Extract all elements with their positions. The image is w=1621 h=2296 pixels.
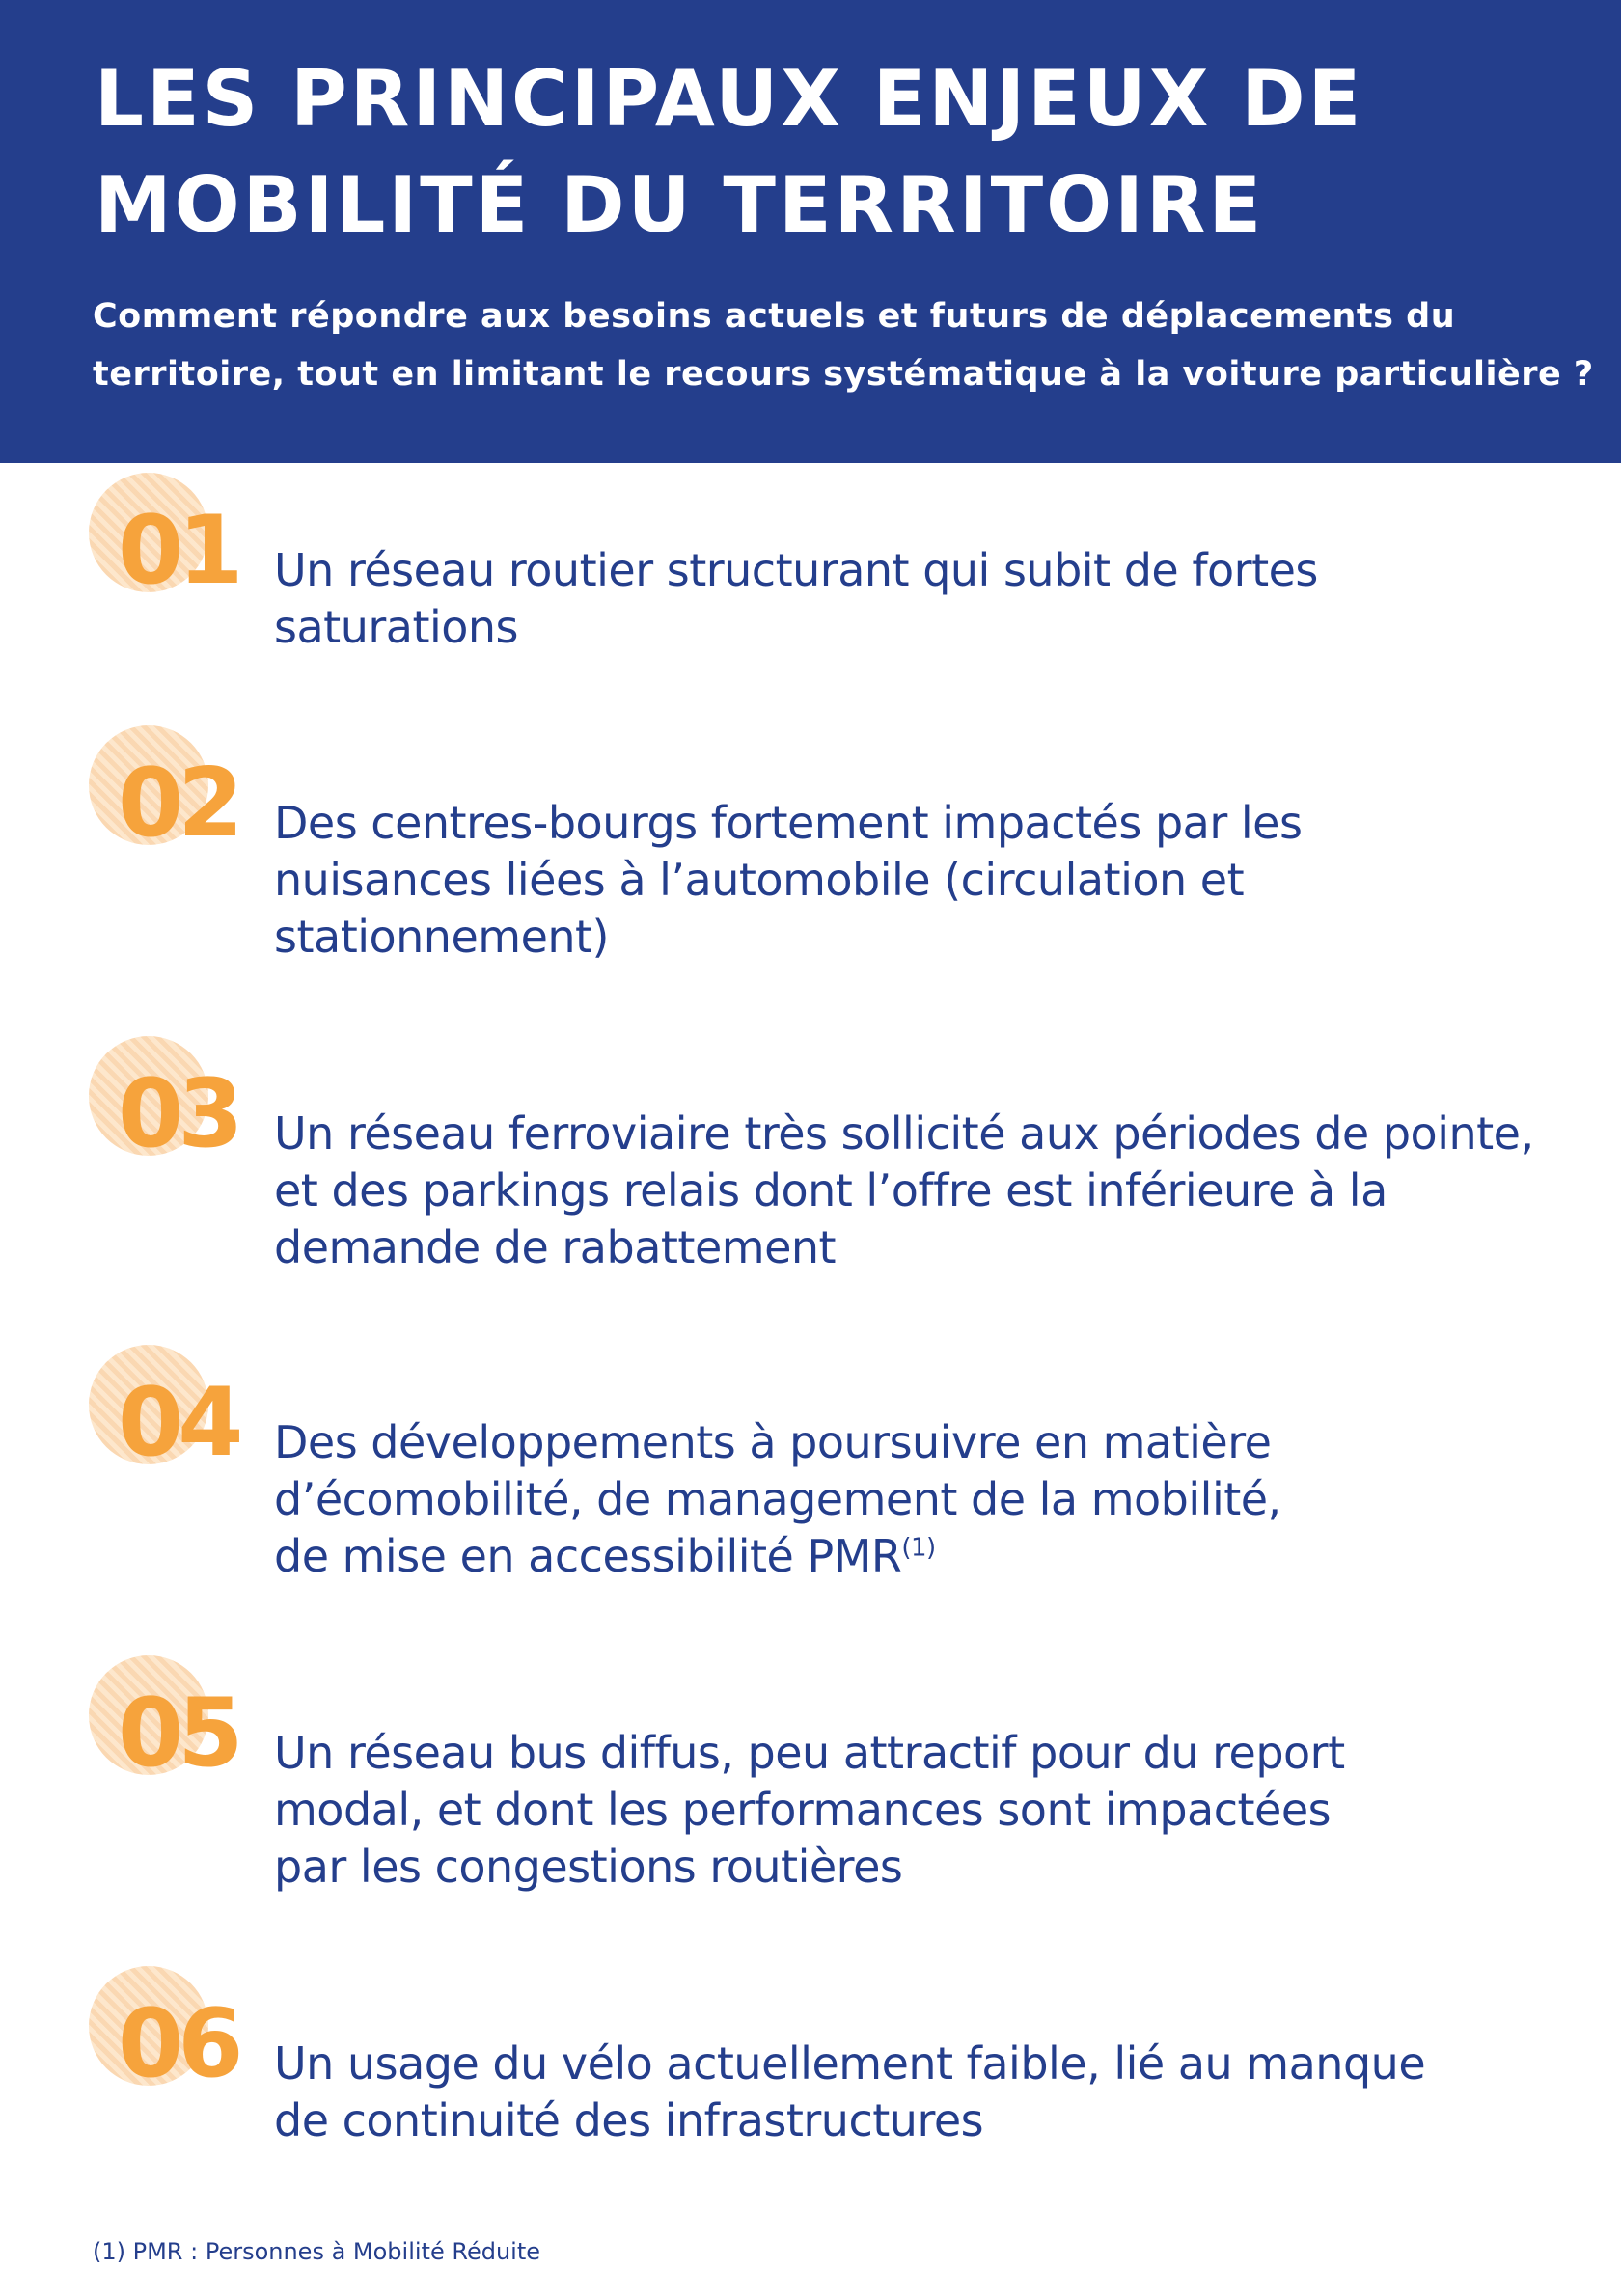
item-text: Un réseau ferroviaire très sollicité aux périodes de pointe, et des parkings relais dont l’offre est inférieure à la demande de rabattement	[274, 1107, 1534, 1273]
item-badge	[87, 1036, 261, 1181]
footnote: (1) PMR : Personnes à Mobilité Réduite	[93, 2238, 541, 2265]
footnote-marker: (1)	[901, 1533, 936, 1563]
item-badge	[87, 725, 261, 870]
item-number: 03	[118, 1059, 238, 1169]
item-badge	[87, 1966, 261, 2111]
item-badge	[87, 473, 261, 617]
item-text: Un réseau routier structurant qui subit de fortes saturations	[274, 544, 1318, 653]
page-title: LES PRINCIPAUX ENJEUX DE MOBILITÉ DU TERRITOIRE	[95, 54, 1364, 250]
page-subtitle: Comment répondre aux besoins actuels et futurs de déplacements du territoire, tout en limitant le recours systématique à la voiture particulière ?	[93, 297, 1594, 394]
item-text: Un réseau bus diffus, peu attractif pour du report modal, et dont les performances sont impactées par les congestions routières	[274, 1727, 1345, 1893]
item-number: 06	[118, 1989, 238, 2099]
item-number: 04	[118, 1368, 238, 1478]
item-text-body: Des développements à poursuivre en matière d’écomobilité, de management de la mobilité, de mise en accessibilité PMR	[274, 1416, 1281, 1582]
item-number: 01	[118, 496, 238, 606]
header-banner	[0, 0, 1621, 463]
item-text	[274, 1414, 1316, 1585]
item-number: 02	[118, 749, 238, 859]
item-badge	[87, 1345, 261, 1490]
item-number: 05	[118, 1679, 238, 1789]
item-text: Des centres-bourgs fortement impactés par les nuisances liées à l’automobile (circulation et stationnement)	[274, 797, 1303, 963]
item-badge	[87, 1655, 261, 1800]
item-text: Un usage du vélo actuellement faible, lié au manque de continuité des infrastructures	[274, 2037, 1426, 2146]
